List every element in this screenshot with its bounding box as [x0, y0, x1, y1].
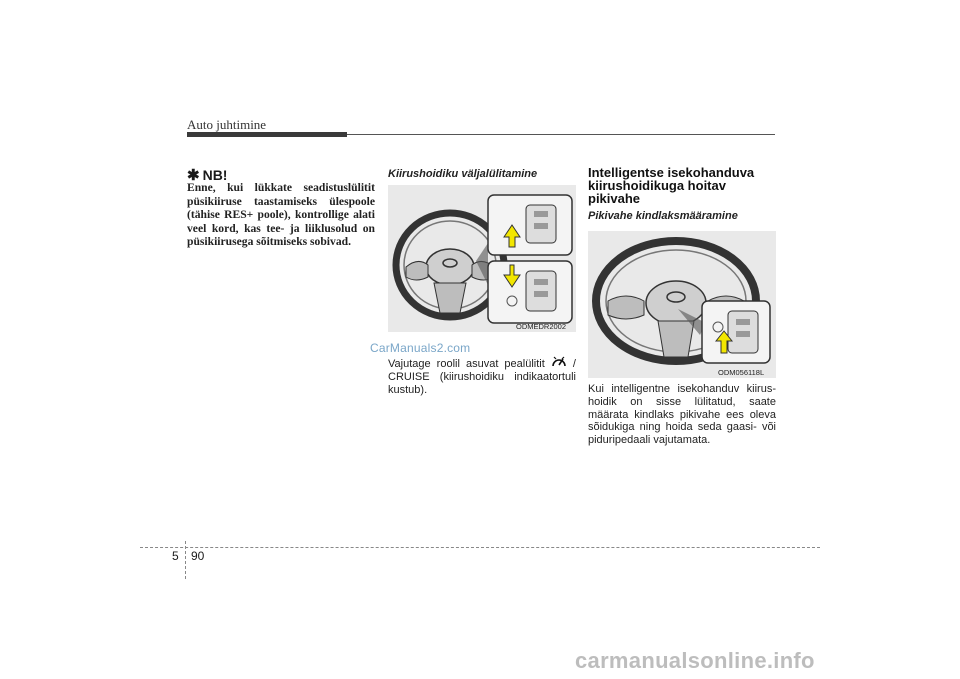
column3-body: Kui intelligentne isekohanduv kiirus-hoidik on sisse lülitatud, saate määrata kindlaks pikivahe ees oleva sõidukiga ning hoida seda gaasi- või piduripedaali vajutamata. — [588, 383, 776, 447]
footer-vertical-divider — [185, 541, 186, 579]
watermark: CarManuals2.com — [370, 341, 471, 355]
site-watermark: carmanualsonline.info — [575, 648, 815, 673]
column3-subheading: Pikivahe kindlaksmääramine — [588, 210, 738, 222]
figure-code: ODM056118L — [718, 368, 765, 377]
steering-wheel-illustration — [388, 185, 576, 332]
figure-code: ODMEDR2002 — [516, 322, 567, 331]
footer-divider — [140, 547, 820, 548]
cruise-speedometer-icon — [551, 358, 573, 370]
column2-body-part2: / CRUISE (kiirushoidiku indikaatortuli kustub). — [388, 358, 576, 396]
section-title: Auto juhtimine — [187, 117, 267, 132]
column2-body — [388, 355, 576, 396]
nb-title-text: NB! — [202, 167, 228, 183]
header-rule-accent — [187, 132, 347, 137]
steering-wheel-illustration-2 — [588, 231, 776, 378]
star-icon: ✱ — [187, 167, 200, 184]
column3-heading: Intelligentse isekohanduva kiirushoidikuga hoitav pikivahe — [588, 165, 755, 206]
chapter-number: 5 — [172, 549, 179, 563]
column2-body-part1: Vajutage roolil asuvat pealülitit — [388, 358, 545, 370]
steering-wheel-figure-1 — [388, 185, 576, 332]
nb-body: Enne, kui lükkate seadistuslülitit püsikiiruse taastamiseks ülespoole (tähise RES+ poole), kontrollige alati veel kord, kas tee- ja liiklusolud on püsikiirusega sõitmiseks sobivad. — [187, 181, 375, 249]
page-number: 90 — [191, 549, 205, 563]
column2-heading: Kiirushoidiku väljalülitamine — [388, 168, 538, 180]
steering-wheel-figure-2 — [588, 231, 776, 378]
